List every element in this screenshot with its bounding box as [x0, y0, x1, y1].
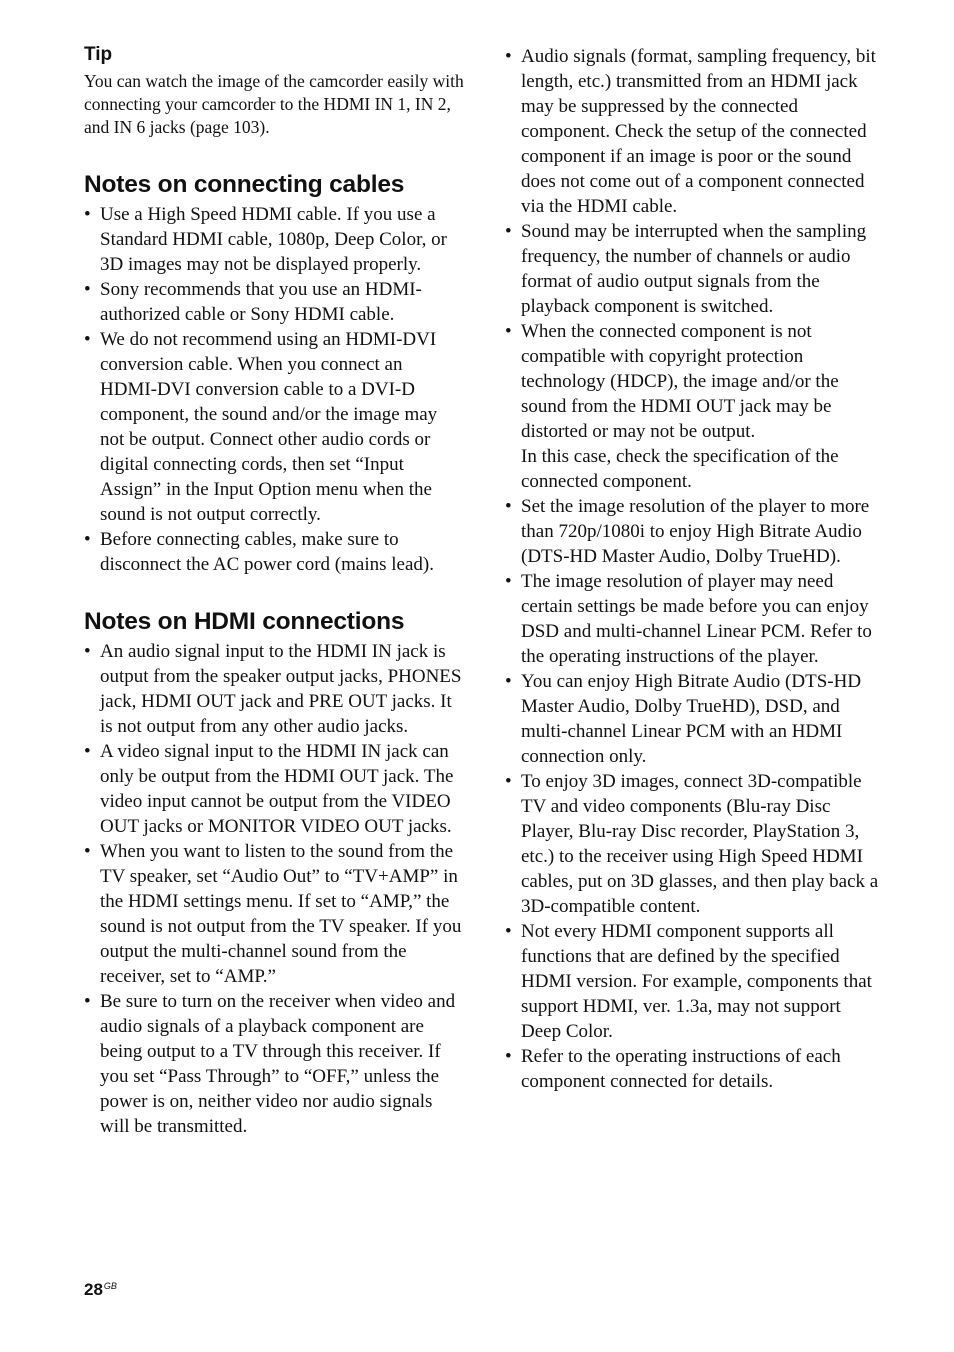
list-item — [505, 769, 885, 919]
bullet-icon: • — [84, 841, 91, 862]
list-item-text: You can enjoy High Bitrate Audio (DTS-HD Master Audio, Dolby TrueHD), DSD, and multi-channel Linear PCM with an HDMI connection only. — [521, 671, 862, 767]
list-item — [505, 569, 885, 669]
hdmi-notes-list-continued — [505, 44, 885, 1094]
bullet-icon: • — [505, 321, 512, 342]
bullet-icon: • — [505, 46, 512, 67]
list-item — [505, 494, 885, 569]
list-item-text: Refer to the operating instructions of each component connected for details. — [521, 1046, 841, 1092]
list-item-text: When the connected component is not compatible with copyright protection technology (HDCP), the image and/or the sound from the HDMI OUT jack may be distorted or may not be output. — [521, 321, 839, 442]
bullet-icon: • — [84, 741, 91, 762]
list-item-text: Sony recommends that you use an HDMI-authorized cable or Sony HDMI cable. — [100, 279, 422, 325]
list-item-text: We do not recommend using an HDMI-DVI conversion cable. When you connect an HDMI-DVI conversion cable to a DVI-D component, the sound and/or the image may not be output. Connect other audio cords or digital connecting cords, then set “Input Assign” in the Input Option menu when the sound is not output correctly. — [100, 329, 438, 525]
list-item-text: To enjoy 3D images, connect 3D-compatible TV and video components (Blu-ray Disc Player, Blu-ray Disc recorder, PlayStation 3, etc.) to the receiver using High Speed HDMI cables, put on 3D glasses, and then play back a 3D-compatible content. — [521, 771, 879, 917]
bullet-icon: • — [84, 329, 91, 350]
list-item-text: Before connecting cables, make sure to disconnect the AC power cord (mains lead). — [100, 529, 434, 575]
list-item-text: An audio signal input to the HDMI IN jack is output from the speaker output jacks, PHONES jack, HDMI OUT jack and PRE OUT jacks. It is not output from any other audio jacks. — [100, 641, 462, 737]
bullet-icon: • — [505, 921, 512, 942]
list-item — [84, 277, 464, 327]
hdcp-subnote: In this case, check the specification of the connected component. — [521, 446, 839, 492]
list-item — [84, 639, 464, 739]
tip-box — [84, 42, 464, 139]
list-item-text: When you want to listen to the sound from the TV speaker, set “Audio Out” to “TV+AMP” in the HDMI settings menu. If set to “AMP,” the sound is not output from the TV speaker. If you output the multi-channel sound from the receiver, set to “AMP.” — [100, 841, 462, 987]
section-heading-hdmi-connections: Notes on HDMI connections — [84, 608, 405, 635]
bullet-icon: • — [84, 529, 91, 550]
page-footer — [84, 1280, 117, 1300]
list-item-text: Be sure to turn on the receiver when video and audio signals of a playback component are being output to a TV through this receiver. If you set “Pass Through” to “OFF,” unless the power is on, neither video nor audio signals will be transmitted. — [100, 991, 456, 1137]
page-number: 28 — [84, 1280, 103, 1299]
list-item-text: Set the image resolution of the player to more than 720p/1080i to enjoy High Bitrate Audio (DTS-HD Master Audio, Dolby TrueHD). — [521, 496, 870, 567]
bullet-icon: • — [84, 204, 91, 225]
list-item — [84, 739, 464, 839]
bullet-icon: • — [505, 221, 512, 242]
bullet-icon: • — [84, 279, 91, 300]
hdmi-notes-list — [84, 639, 464, 1139]
list-item-text: Not every HDMI component supports all functions that are defined by the specified HDMI version. For example, components that support HDMI, ver. 1.3a, may not support Deep Color. — [521, 921, 872, 1042]
list-item-text: The image resolution of player may need certain settings be made before you can enjoy DSD and multi-channel Linear PCM. Refer to the operating instructions of the player. — [521, 571, 872, 667]
left-column — [84, 42, 464, 1139]
list-item — [505, 44, 885, 219]
list-item — [84, 989, 464, 1139]
cables-notes-list — [84, 202, 464, 577]
list-item — [505, 919, 885, 1044]
list-item — [84, 839, 464, 989]
list-item — [505, 219, 885, 319]
section-heading-connecting-cables: Notes on connecting cables — [84, 171, 405, 198]
bullet-icon: • — [505, 571, 512, 592]
list-item — [84, 202, 464, 277]
bullet-icon: • — [505, 671, 512, 692]
page-region-suffix: GB — [103, 1280, 117, 1291]
list-item-text: Audio signals (format, sampling frequency, bit length, etc.) transmitted from an HDMI jack may be suppressed by the connected component. Check the setup of the connected component if an image is poor or the sound does not come out of a component connected via the HDMI cable. — [521, 46, 876, 217]
list-item — [505, 669, 885, 769]
bullet-icon: • — [84, 991, 91, 1012]
bullet-icon: • — [505, 496, 512, 517]
list-item-text: A video signal input to the HDMI IN jack can only be output from the HDMI OUT jack. The video input cannot be output from the VIDEO OUT jacks or MONITOR VIDEO OUT jacks. — [100, 741, 454, 837]
list-item — [505, 319, 885, 494]
right-column — [505, 44, 885, 1094]
list-item — [84, 527, 464, 577]
list-item — [505, 1044, 885, 1094]
tip-heading: Tip — [84, 44, 113, 65]
bullet-icon: • — [505, 771, 512, 792]
list-item-text: Use a High Speed HDMI cable. If you use a Standard HDMI cable, 1080p, Deep Color, or 3D images may not be displayed properly. — [100, 204, 447, 275]
tip-text: You can watch the image of the camcorder easily with connecting your camcorder to the HDMI IN 1, IN 2, and IN 6 jacks (page 103). — [84, 71, 464, 137]
list-item — [84, 327, 464, 527]
list-item-text: Sound may be interrupted when the sampling frequency, the number of channels or audio format of audio output signals from the playback component is switched. — [521, 221, 867, 317]
bullet-icon: • — [505, 1046, 512, 1067]
bullet-icon: • — [84, 641, 91, 662]
